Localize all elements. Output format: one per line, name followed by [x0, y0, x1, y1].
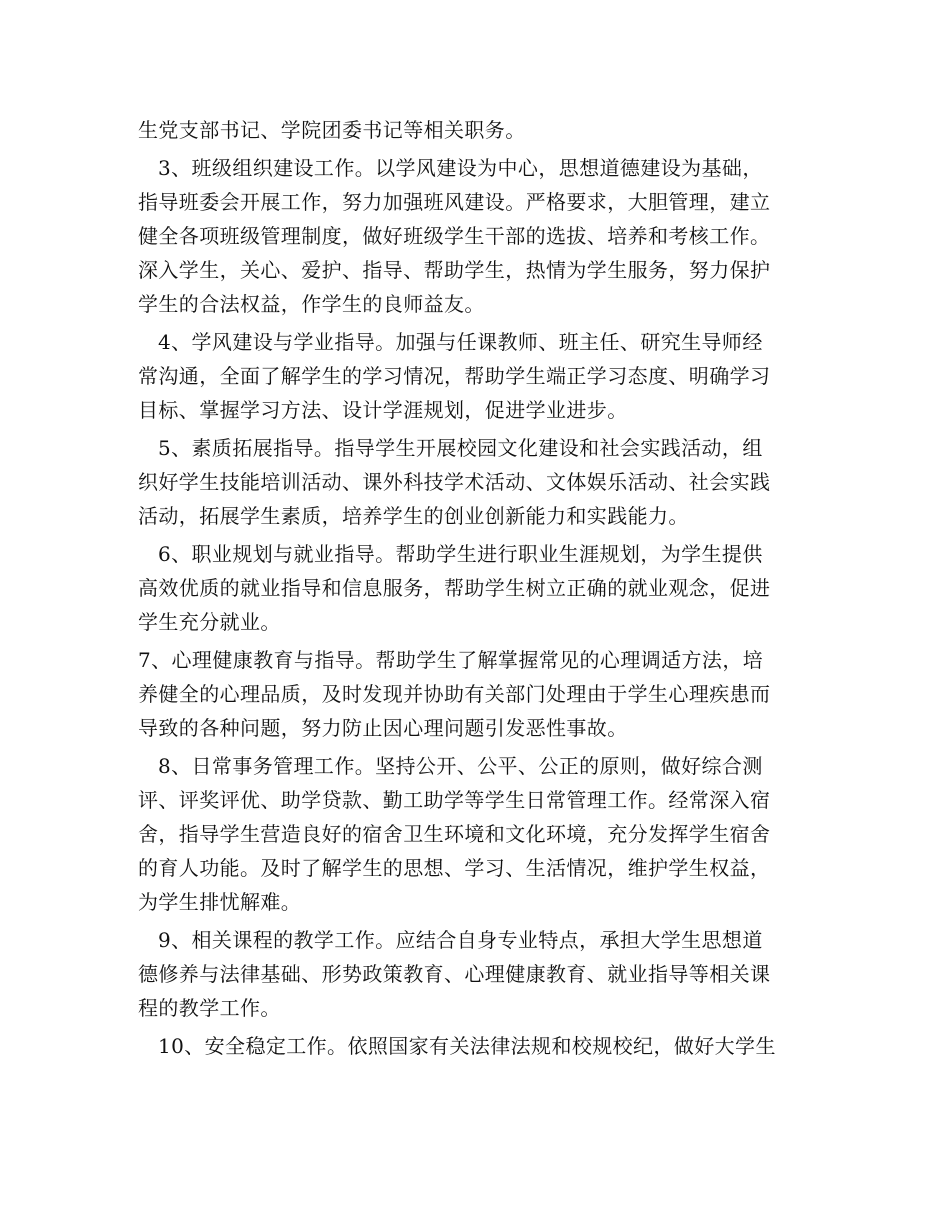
- text-line: 高效优质的就业指导和信息服务，帮助学生树立正确的就业观念，促进: [138, 576, 771, 600]
- text-line: 健全各项班级管理制度，做好班级学生干部的选拔、培养和考核工作。: [138, 224, 771, 248]
- paragraph-4-line-1: 4、学风建设与学业指导。加强与任课教师、班主任、研究生导师经: [158, 330, 763, 354]
- paragraph-3-line-1: 3、班级组织建设工作。以学风建设为中心，思想道德建设为基础，: [158, 156, 763, 180]
- paragraph-9-line-1: 9、相关课程的教学工作。应结合自身专业特点，承担大学生思想道: [158, 928, 763, 952]
- text-line: 学生的合法权益，作学生的良师益友。: [138, 292, 485, 316]
- paragraph-7-line-1: 7、心理健康教育与指导。帮助学生了解掌握常见的心理调适方法，培: [138, 648, 764, 672]
- text-line: 目标、掌握学习方法、设计学涯规划，促进学业进步。: [138, 398, 628, 422]
- paragraph-8-line-1: 8、日常事务管理工作。坚持公开、公平、公正的原则，做好综合测: [158, 754, 763, 778]
- text-line: 活动，拓展学生素质，培养学生的创业创新能力和实践能力。: [138, 504, 689, 528]
- paragraph-6-line-1: 6、职业规划与就业指导。帮助学生进行职业生涯规划，为学生提供: [158, 542, 763, 566]
- paragraph-5-line-1: 5、素质拓展指导。指导学生开展校园文化建设和社会实践活动，组: [158, 436, 763, 460]
- text-line: 养健全的心理品质，及时发现并协助有关部门处理由于学生心理疾患而: [138, 682, 771, 706]
- text-line: 生党支部书记、学院团委书记等相关职务。: [138, 118, 526, 142]
- text-line: 常沟通，全面了解学生的学习情况，帮助学生端正学习态度、明确学习: [138, 364, 771, 388]
- text-line: 学生充分就业。: [138, 610, 281, 634]
- text-line: 的育人功能。及时了解学生的思想、学习、生活情况，维护学生权益，: [138, 856, 771, 880]
- text-line: 评、评奖评优、助学贷款、勤工助学等学生日常管理工作。经常深入宿: [138, 788, 771, 812]
- text-line: 深入学生，关心、爱护、指导、帮助学生，热情为学生服务，努力保护: [138, 258, 771, 282]
- text-line: 为学生排忧解难。: [138, 890, 302, 914]
- document-body: [138, 113, 814, 1063]
- paragraph-10-line-1: 10、安全稳定工作。依照国家有关法律法规和校规校纪，做好大学生: [158, 1034, 776, 1058]
- text-line: 导致的各种问题，努力防止因心理问题引发恶性事故。: [138, 716, 628, 740]
- text-line: 舍，指导学生营造良好的宿舍卫生环境和文化环境，充分发挥学生宿舍: [138, 822, 771, 846]
- text-line: 指导班委会开展工作，努力加强班风建设。严格要求，大胆管理，建立: [138, 190, 771, 214]
- text-line: 德修养与法律基础、形势政策教育、心理健康教育、就业指导等相关课: [138, 962, 771, 986]
- text-line: 织好学生技能培训活动、课外科技学术活动、文体娱乐活动、社会实践: [138, 470, 771, 494]
- text-line: 程的教学工作。: [138, 996, 281, 1020]
